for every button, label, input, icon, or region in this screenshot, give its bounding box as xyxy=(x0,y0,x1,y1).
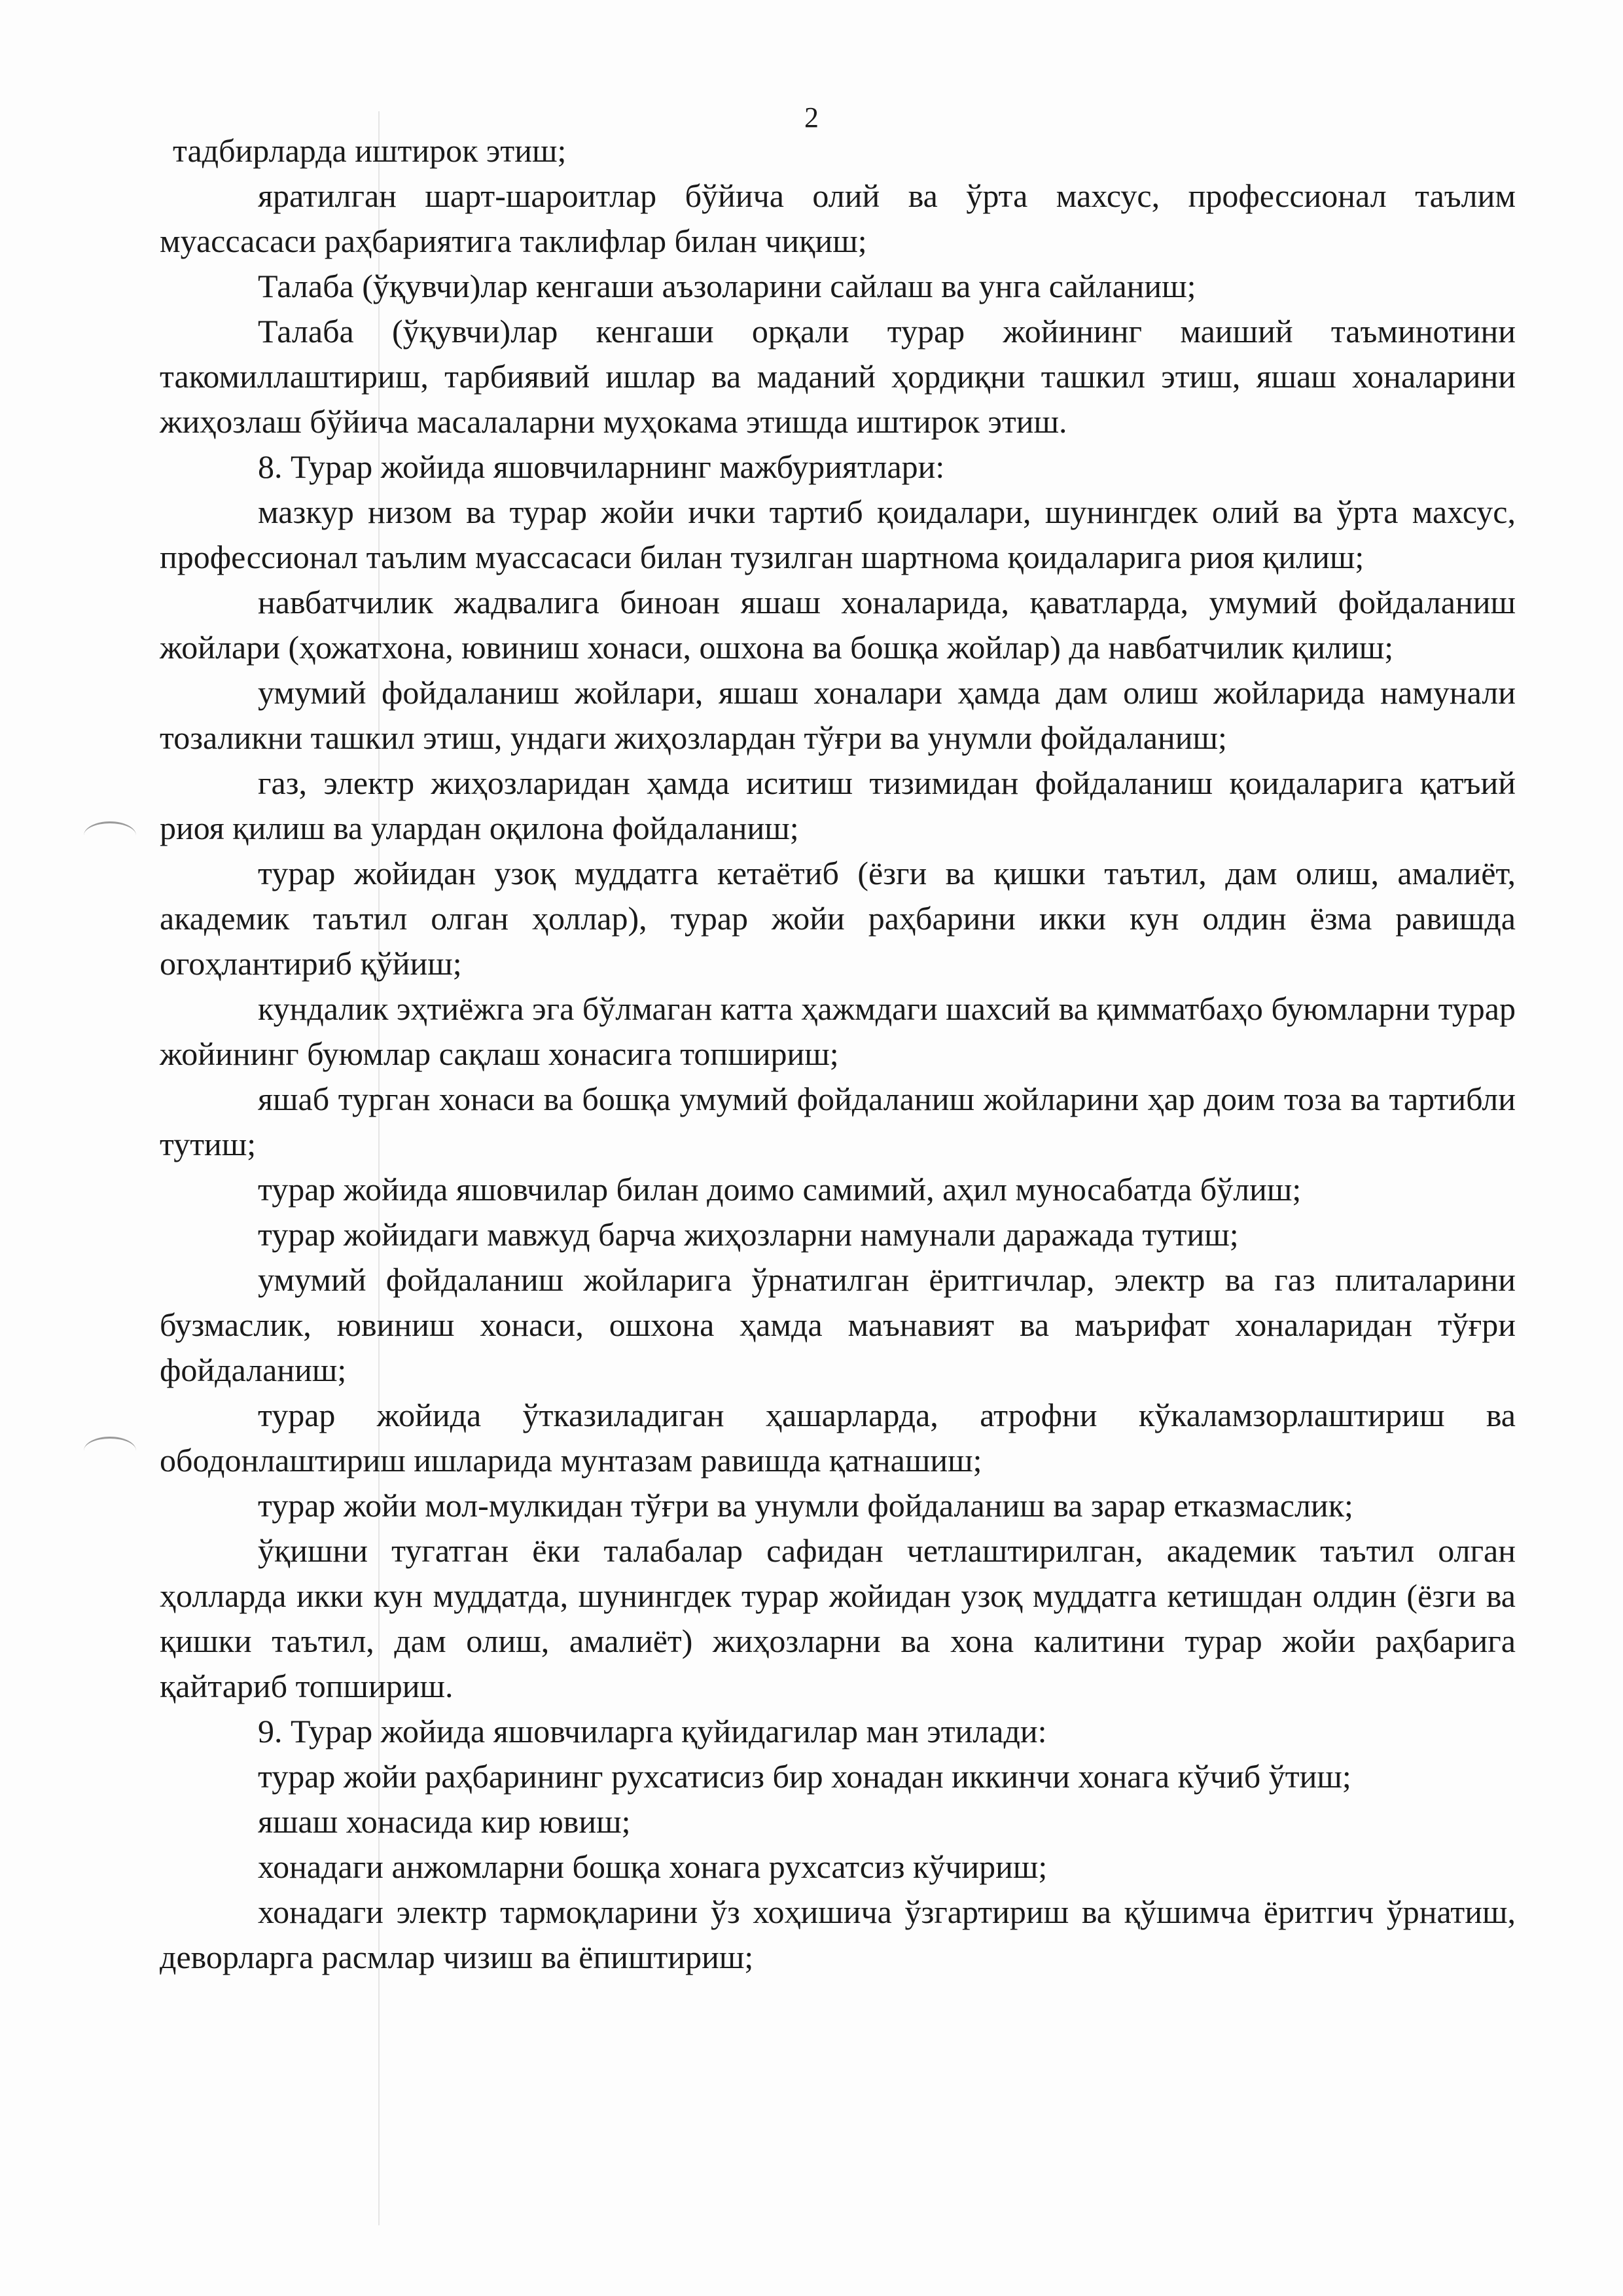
paragraph: хонадаги электр тармоқларини ўз хоҳишича ўзгартириш ва қўшимча ёритгич ўрнатиш, деворларга расмлар чизиш ва ёпиштириш; xyxy=(160,1893,1516,1975)
paragraph: хонадаги анжомларни бошқа хонага рухсатсиз кўчириш; xyxy=(258,1848,1048,1885)
paragraph: яшаш хонасида кир ювиш; xyxy=(258,1803,631,1840)
paragraph: газ, электр жиҳозларидан ҳамда иситиш тизимидан фойдаланиш қоидаларига қатъий риоя қилиш ва улардан оқилона фойдаланиш; xyxy=(160,764,1516,846)
binder-hole-mark xyxy=(84,821,136,850)
paragraph: турар жойи раҳбарининг рухсатисиз бир хонадан иккинчи хонага кўчиб ўтиш; xyxy=(258,1758,1351,1795)
paragraph: умумий фойдаланиш жойлари, яшаш хоналари ҳамда дам олиш жойларида намунали тозаликни ташкил этиш, ундаги жиҳозлардан тўғри ва унумли фойдаланиш; xyxy=(160,674,1516,756)
paragraph: яшаб турган хонаси ва бошқа умумий фойдаланиш жойларини ҳар доим тоза ва тартибли тутиш; xyxy=(160,1081,1516,1162)
paragraph: яратилган шарт-шароитлар бўйича олий ва ўрта махсус, профессионал таълим муассасаси раҳбариятига таклифлар билан чиқиш; xyxy=(160,177,1516,259)
paragraph: ўқишни тугатган ёки талабалар сафидан четлаштирилган, академик таътил олган ҳолларда икки кун муддатда, шунингдек турар жойидан узоқ муддатга кетишдан олдин (ёзги ва қишки таътил, дам олиш, амалиёт) жиҳозларни ва хона калитини турар жойи раҳбарига қайтариб топшириш. xyxy=(160,1532,1516,1704)
document-body xyxy=(160,128,1516,1980)
paragraph: турар жойида ўтказиладиган ҳашарларда, атрофни кўкаламзорлаштириш ва ободонлаштириш ишларида мунтазам равишда қатнашиш; xyxy=(160,1397,1516,1479)
section-heading: 8. Турар жойида яшовчиларнинг мажбуриятлари: xyxy=(258,448,945,485)
paragraph: турар жойидаги мавжуд барча жиҳозларни намунали даражада тутиш; xyxy=(258,1216,1239,1253)
paragraph: Талаба (ўқувчи)лар кенгаши орқали турар жойининг маиший таъминотини такомиллаштириш, тарбиявий ишлар ва маданий ҳордиқни ташкил этиш, яшаш хоналарини жиҳозлаш бўйича масалаларни муҳокама этишда иштирок этиш. xyxy=(160,313,1516,440)
paragraph: мазкур низом ва турар жойи ички тартиб қоидалари, шунингдек олий ва ўрта махсус, профессионал таълим муассасаси билан тузилган шартнома қоидаларига риоя қилиш; xyxy=(160,493,1516,575)
paragraph: Талаба (ўқувчи)лар кенгаши аъзоларини сайлаш ва унга сайланиш; xyxy=(258,268,1196,304)
paragraph: умумий фойдаланиш жойларига ўрнатилган ёритгичлар, электр ва газ плиталарини бузмаслик, ювиниш хонаси, ошхона ҳамда маънавият ва маърифат хоналаридан тўғри фойдаланиш; xyxy=(160,1261,1516,1388)
paragraph: турар жойи мол-мулкидан тўғри ва унумли фойдаланиш ва зарар етказмаслик; xyxy=(258,1487,1353,1524)
binder-hole-mark xyxy=(84,1437,136,1465)
page-number: 2 xyxy=(804,101,819,134)
paragraph: кундалик эҳтиёжга эга бўлмаган катта ҳажмдаги шахсий ва қимматбаҳо буюмларни турар жойининг буюмлар сақлаш хонасига топшириш; xyxy=(160,990,1516,1072)
paragraph: турар жойида яшовчилар билан доимо самимий, аҳил муносабатда бўлиш; xyxy=(258,1171,1302,1208)
paragraph: турар жойидан узоқ муддатга кетаётиб (ёзги ва қишки таътил, дам олиш, амалиёт, академик таътил олган ҳоллар), турар жойи раҳбарини икки кун олдин ёзма равишда огоҳлантириб қўйиш; xyxy=(160,855,1516,982)
paragraph: тадбирларда иштирок этиш; xyxy=(173,132,567,169)
section-heading: 9. Турар жойида яшовчиларга қуйидагилар ман этилади: xyxy=(258,1713,1047,1749)
paragraph: навбатчилик жадвалига биноан яшаш хоналарида, қаватларда, умумий фойдаланиш жойлари (ҳожатхона, ювиниш хонаси, ошхона ва бошқа жойлар) да навбатчилик қилиш; xyxy=(160,584,1516,666)
